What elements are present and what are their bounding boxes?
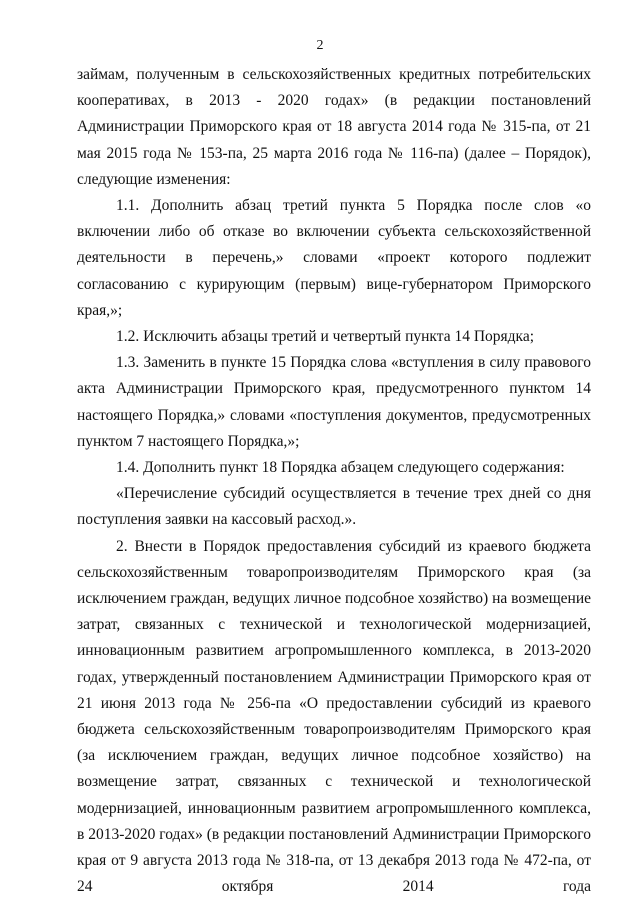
document-body [77,62,591,901]
paragraph-item-1-2: 1.2. Исключить абзацы третий и четвертый пункта 14 Порядка; [116,328,535,346]
paragraph-continuation: займам, полученным в сельскохозяйственных кредитных потребительских кооперативах, в 2013 - 2020 годах» (в редакции постановлений Администрации Приморского края от 18 августа 2014 года № 315-па, от 21 мая 2015 года № 153-па, 25 марта 2016 года № 116-па) (далее – Порядок), следующие изменения: [77,66,591,188]
paragraph-item-1-4: 1.4. Дополнить пункт 18 Порядка абзацем следующего содержания: [116,459,565,477]
paragraph-item-1-1: 1.1. Дополнить абзац третий пункта 5 Порядка после слов «о включении либо об отказе во включении субъекта сельскохозяйственной деятельности в перечень,» словами «проект которого подлежит согласованию с курирующим (первым) вице-губернатором Приморского края,»; [77,197,591,319]
paragraph-quote: «Перечисление субсидий осуществляется в течение трех дней со дня поступления заявки на кассовый расход.». [77,485,591,529]
page-number: 2 [316,38,324,53]
paragraph-item-1-3: 1.3. Заменить в пункте 15 Порядка слова «вступления в силу правового акта Администрации Приморского края, предусмотренного пунктом 14 настоящего Порядка,» словами «поступления документов, предусмотренных пунктом 7 настоящего Порядка,»; [77,354,591,450]
paragraph-item-2: 2. Внести в Порядок предоставления субсидий из краевого бюджета сельскохозяйственным товаропроизводителям Приморского края (за исключением граждан, ведущих личное подсобное хозяйство) на возмещение затрат, связанных с технической и технологической модернизацией, инновационным развитием агропромышленного комплекса, в 2013-2020 годах, утвержденный постановлением Администрации Приморского края от 21 июня 2013 года № 256-па «О предоставлении субсидий из краевого бюджета сельскохозяйственным товаропроизводителям Приморского края (за исключением граждан, ведущих личное подсобное хозяйство) на возмещение затрат, связанных с технической и технологической модернизацией, инновационным развитием агропромышленного комплекса, в 2013-2020 годах» (в редакции постановлений Администрации Приморского края от 9 августа 2013 года № 318-па, от 13 декабря 2013 года № 472-па, от 24 октября 2014 года [77,537,591,896]
